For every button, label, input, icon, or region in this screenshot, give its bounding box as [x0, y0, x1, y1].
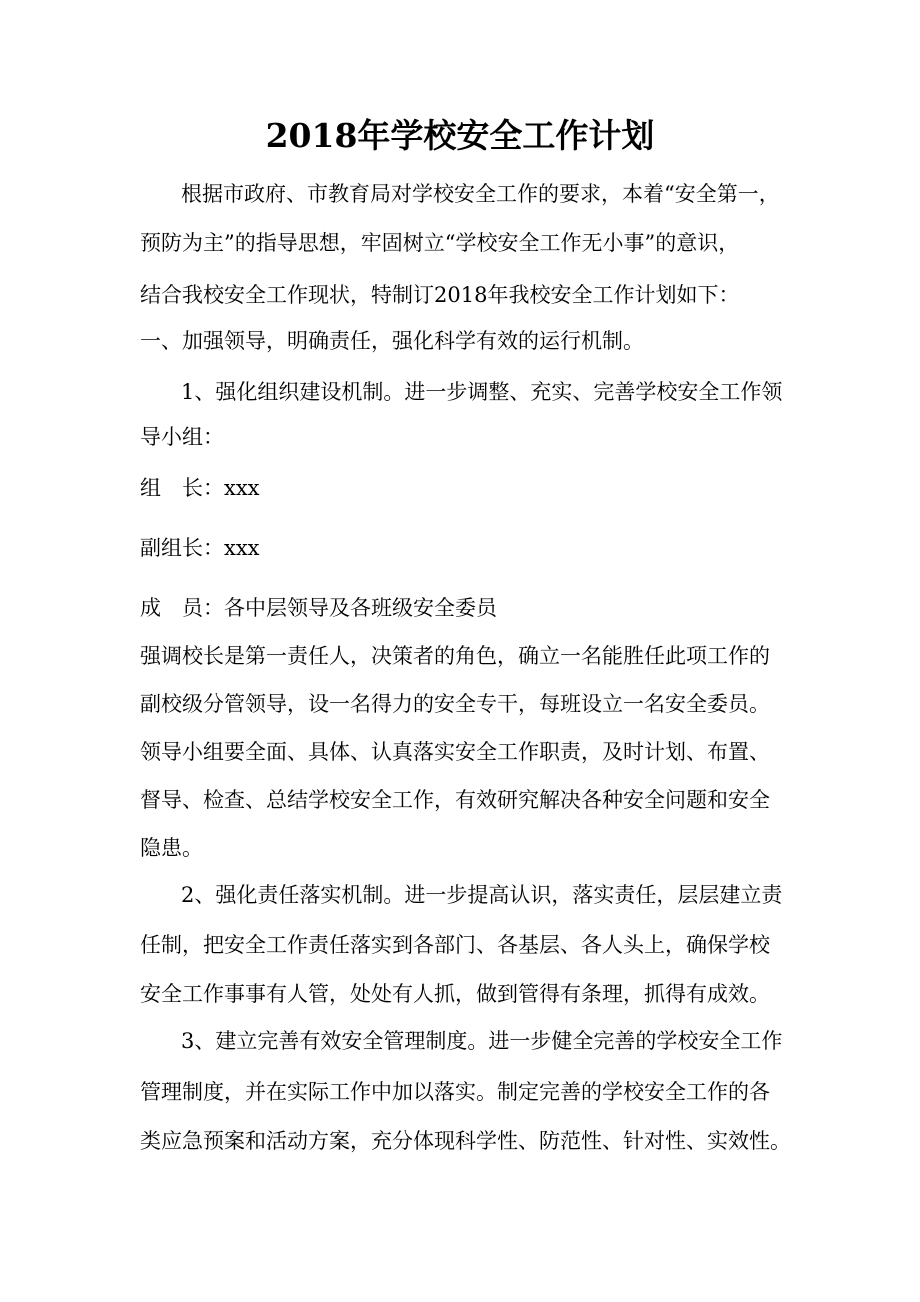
paragraph-line: 导小组： — [140, 425, 224, 449]
paragraph-line: 督导、检查、总结学校安全工作，有效研究解决各种安全问题和安全 — [140, 788, 770, 812]
paragraph-line: 结合我校安全工作现状，特制订2018年我校安全工作计划如下： — [140, 283, 740, 307]
paragraph-line: 2、强化责任落实机制。进一步提高认识，落实责任，层层建立责 — [181, 883, 783, 907]
paragraph-line: 隐患。 — [140, 836, 203, 860]
leader-line: 组 长：xxx — [140, 476, 260, 500]
paragraph-line: 3、建立完善有效安全管理制度。进一步健全完善的学校安全工作 — [181, 1029, 783, 1053]
paragraph-line: 根据市政府、市教育局对学校安全工作的要求，本着“安全第一， — [181, 182, 780, 206]
document-title: 2018年学校安全工作计划 — [265, 116, 655, 155]
paragraph-line: 管理制度，并在实际工作中加以落实。制定完善的学校安全工作的各 — [140, 1080, 770, 1104]
paragraph-line: 领导小组要全面、具体、认真落实安全工作职责，及时计划、布置、 — [140, 740, 770, 764]
deputy-leader-line: 副组长：xxx — [140, 536, 260, 560]
paragraph-line: 任制，把安全工作责任落实到各部门、各基层、各人头上，确保学校 — [140, 933, 770, 957]
paragraph-line: 1、强化组织建设机制。进一步调整、充实、完善学校安全工作领 — [181, 380, 783, 404]
paragraph-line: 预防为主”的指导思想，牢固树立“学校安全工作无小事”的意识， — [140, 231, 740, 255]
paragraph-line: 副校级分管领导，设一名得力的安全专干，每班设立一名安全委员。 — [140, 692, 770, 716]
paragraph-line: 强调校长是第一责任人，决策者的角色，确立一名能胜任此项工作的 — [140, 644, 770, 668]
members-line: 成 员：各中层领导及各班级安全委员 — [140, 596, 497, 620]
section-heading: 一、加强领导，明确责任，强化科学有效的运行机制。 — [140, 329, 644, 353]
paragraph-line: 安全工作事事有人管，处处有人抓，做到管得有条理，抓得有成效。 — [140, 982, 770, 1006]
paragraph-line: 类应急预案和活动方案，充分体现科学性、防范性、针对性、实效性。 — [140, 1129, 791, 1153]
